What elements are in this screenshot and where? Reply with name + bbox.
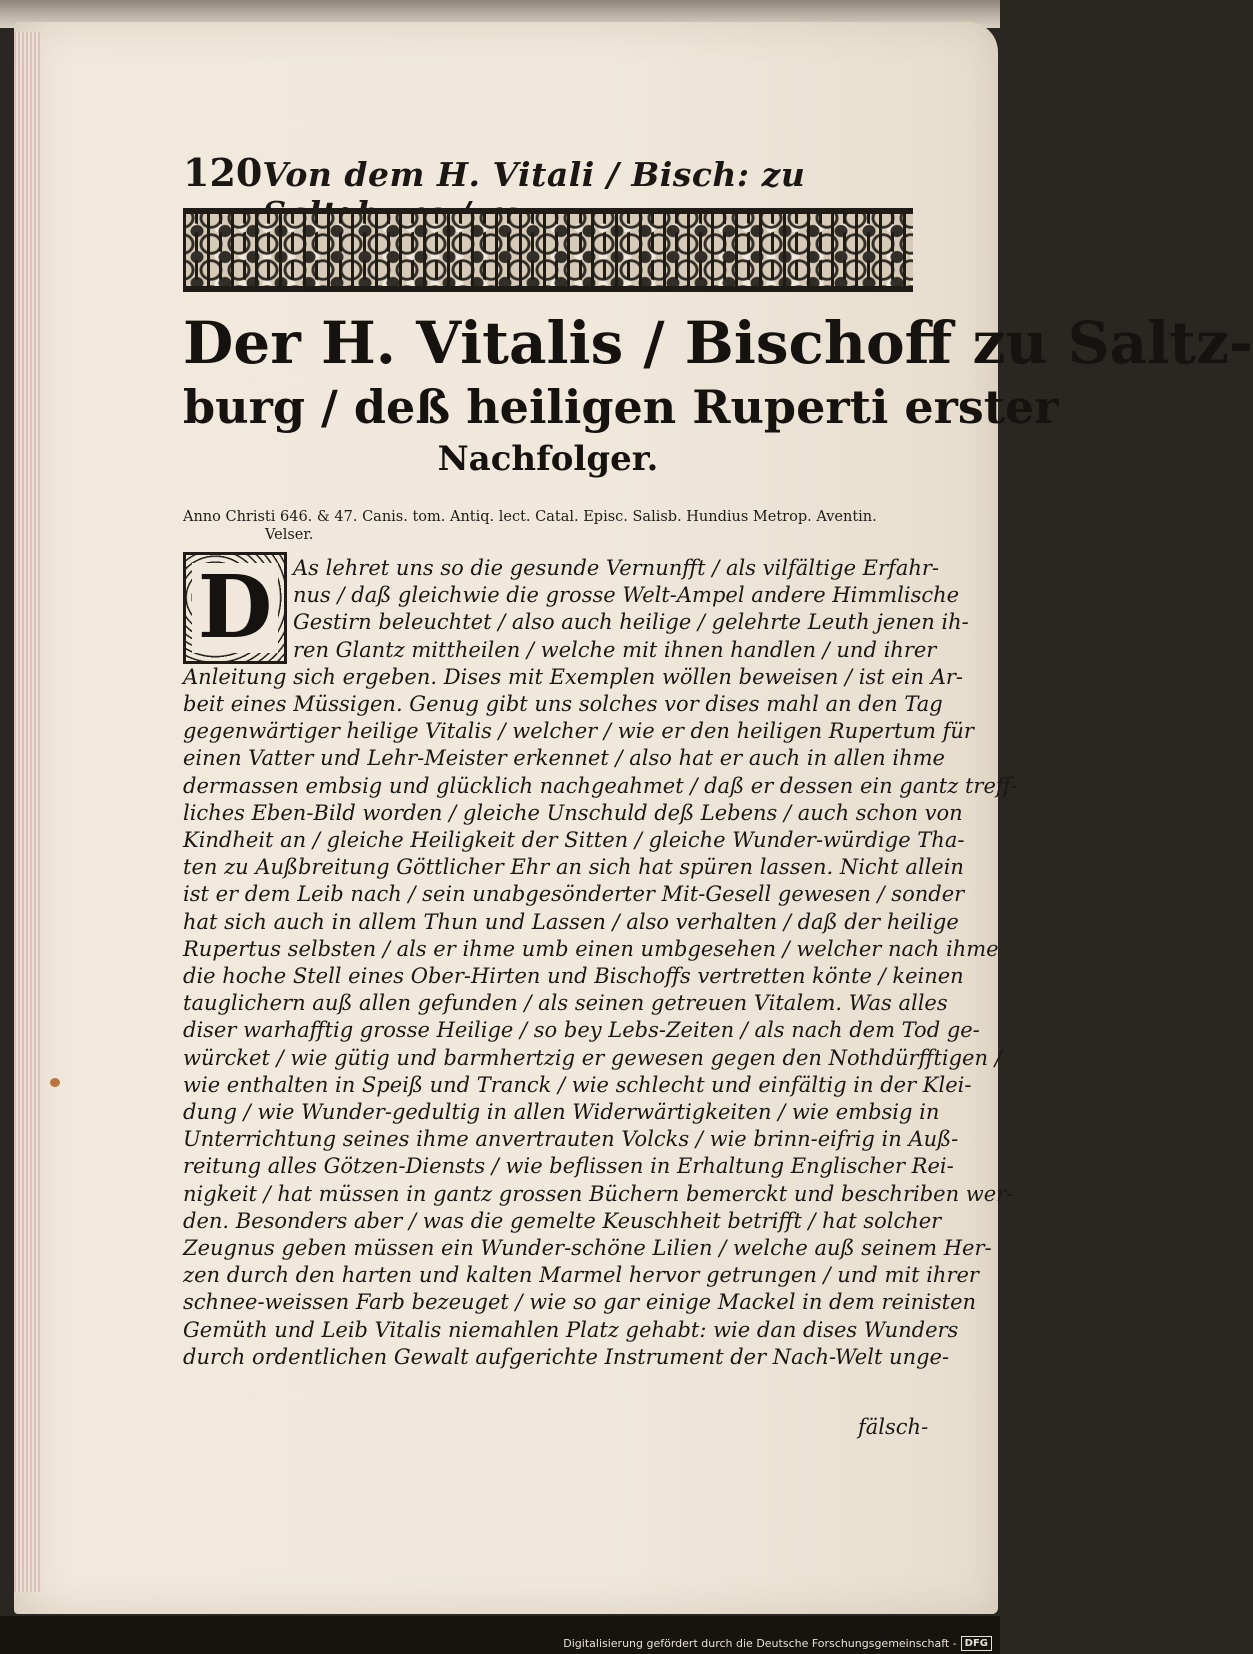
body-line: Kindheit an / gleiche Heiligkeit der Sitten / gleiche Wunder-würdige Tha- bbox=[183, 828, 965, 853]
body-line: hat sich auch in allem Thun und Lassen / also verhalten / daß der heilige bbox=[183, 909, 959, 934]
body-line: reitung alles Götzen-Diensts / wie beflissen in Erhaltung Englischer Rei- bbox=[183, 1154, 954, 1179]
body-line: Zeugnus geben müssen ein Wunder-schöne Lilien / welche auß seinem Her- bbox=[183, 1236, 992, 1261]
funding-credit-text: Digitalisierung gefördert durch die Deutsche Forschungsgemeinschaft - bbox=[563, 1636, 957, 1650]
source-citation-line-1: Anno Christi 646. & 47. Canis. tom. Antiq. lect. Catal. Episc. Salisb. Hundius Metrop. Aventin. bbox=[183, 509, 877, 525]
ornament-pattern bbox=[183, 214, 913, 286]
body-line: ist er dem Leib nach / sein unabgesönderter Mit-Gesell gewesen / sonder bbox=[183, 882, 965, 907]
body-line: nus / daß gleichwie die grosse Welt-Ampel andere Himmlische bbox=[293, 583, 960, 608]
title-line-2: burg / deß heiligen Ruperti erster bbox=[183, 380, 1059, 434]
initial-letter: D bbox=[192, 563, 279, 653]
body-line: dermassen embsig und glücklich nachgeahmet / daß er dessen ein gantz treff- bbox=[183, 773, 1018, 798]
catchword: fälsch- bbox=[858, 1415, 929, 1439]
body-line: Anleitung sich ergeben. Dises mit Exemplen wöllen beweisen / ist ein Ar- bbox=[183, 664, 964, 689]
body-line: die hoche Stell eines Ober-Hirten und Bischoffs vertretten könte / keinen bbox=[183, 964, 964, 989]
body-line: Unterrichtung seines ihme anvertrauten Volcks / wie brinn-eifrig in Auß- bbox=[183, 1127, 959, 1152]
body-line: einen Vatter und Lehr-Meister erkennet / also hat er auch in allen ihme bbox=[183, 746, 945, 771]
body-line: gegenwärtiger heilige Vitalis / welcher / wie er den heiligen Rupertum für bbox=[183, 719, 974, 744]
body-line: ten zu Außbreitung Göttlicher Ehr an sich hat spüren lassen. Nicht allein bbox=[183, 855, 964, 880]
body-line: diser warhafftig grosse Heilige / so bey Lebs-Zeiten / als nach dem Tod ge- bbox=[183, 1018, 980, 1043]
body-text bbox=[183, 555, 1018, 1371]
body-line: den. Besonders aber / was die gemelte Keuschheit betrifft / hat solcher bbox=[183, 1208, 942, 1233]
page-stack-edge bbox=[14, 32, 40, 1592]
body-line: dung / wie Wunder-gedultig in allen Widerwärtigkeiten / wie embsig in bbox=[183, 1100, 940, 1125]
body-line: würcket / wie gütig und barmhertzig er gewesen gegen den Nothdürfftigen / bbox=[183, 1045, 1002, 1070]
body-line: liches Eben-Bild worden / gleiche Unschuld deß Lebens / auch schon von bbox=[183, 800, 963, 825]
body-line: zen durch den harten und kalten Marmel hervor getrungen / und mit ihrer bbox=[183, 1263, 979, 1288]
running-title: Von dem H. Vitali / Bisch: zu bbox=[262, 155, 806, 194]
paper-stain bbox=[50, 1078, 60, 1087]
ornamental-border bbox=[183, 208, 913, 292]
body-line: Rupertus selbsten / als er ihme umb einen umbgesehen / welcher nach ihme bbox=[183, 936, 999, 961]
body-line: As lehret uns so die gesunde Vernunfft / als vilfältige Erfahr- bbox=[293, 556, 940, 580]
body-line: durch ordentlichen Gewalt aufgerichte Instrument der Nach-Welt unge- bbox=[183, 1344, 950, 1369]
body-line: nigkeit / hat müssen in gantz grossen Büchern bemerckt und beschriben wer- bbox=[183, 1181, 1014, 1206]
body-line: ren Glantz mittheilen / welche mit ihnen handlen / und ihrer bbox=[293, 637, 937, 662]
page-number: 120 bbox=[183, 150, 263, 195]
title-line-3: Nachfolger. bbox=[437, 439, 659, 479]
source-citation-line-2: Velser. bbox=[265, 527, 314, 543]
dfg-logo: DFG bbox=[961, 1636, 992, 1651]
body-line: wie enthalten in Speiß und Tranck / wie schlecht und einfältig in der Klei- bbox=[183, 1072, 972, 1097]
chapter-title bbox=[183, 308, 1253, 482]
body-line: schnee-weissen Farb bezeuget / wie so gar einige Mackel in dem reinisten bbox=[183, 1290, 977, 1315]
funding-credit bbox=[563, 1634, 992, 1652]
running-head bbox=[183, 150, 913, 200]
body-line: Gestirn beleuchtet / also auch heilige / gelehrte Leuth jenen ih- bbox=[293, 610, 969, 635]
body-line: beit eines Müssigen. Genug gibt uns solches vor dises mahl an den Tag bbox=[183, 692, 943, 717]
body-line: Gemüth und Leib Vitalis niemahlen Platz gehabt: wie dan dises Wunders bbox=[183, 1317, 959, 1342]
title-line-1: Der H. Vitalis / Bischoff zu Saltz- bbox=[183, 309, 1253, 377]
body-line: tauglichern auß allen gefunden / als seinen getreuen Vitalem. Was alles bbox=[183, 991, 948, 1016]
source-citation bbox=[183, 508, 918, 544]
